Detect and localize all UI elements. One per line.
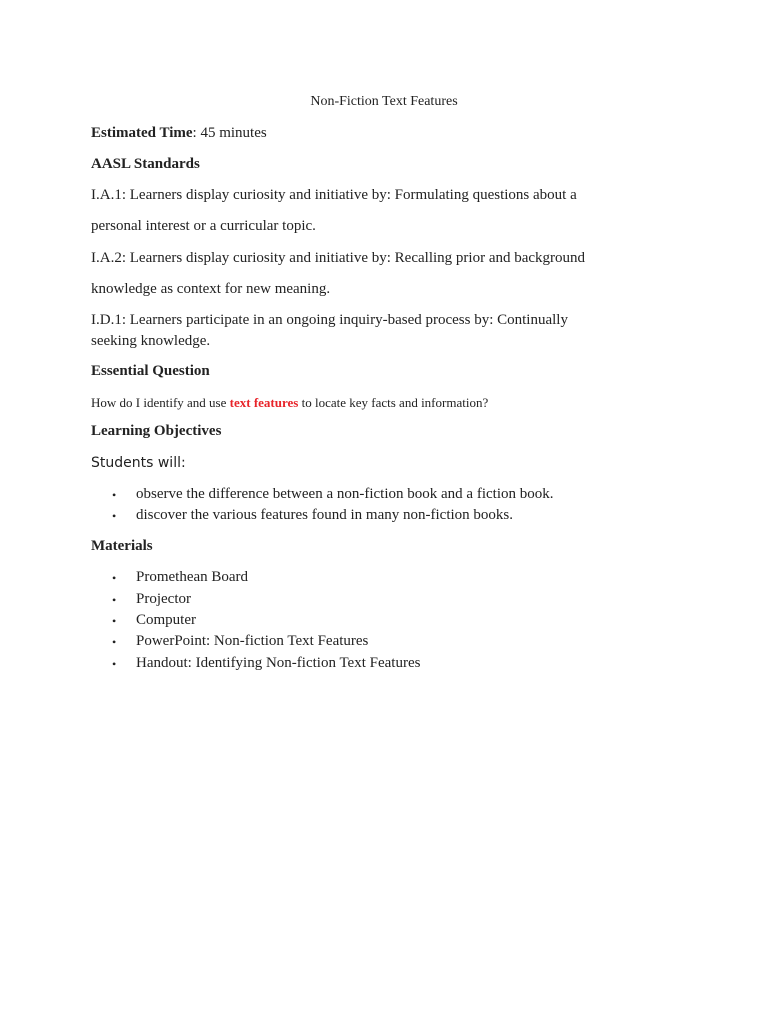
aasl-standards-heading: AASL Standards xyxy=(91,156,200,172)
learning-objectives-heading: Learning Objectives xyxy=(91,423,222,439)
objective-bullet: • xyxy=(112,488,117,502)
material-item: Handout: Identifying Non-fiction Text Features xyxy=(136,655,421,671)
material-item: Promethean Board xyxy=(136,569,249,585)
standard-ia2-line1: I.A.2: Learners display curiosity and initiative by: Recalling prior and background xyxy=(91,250,586,266)
material-bullet: • xyxy=(112,593,117,607)
standard-ia1-line1: I.A.1: Learners display curiosity and initiative by: Formulating questions about a xyxy=(91,187,577,203)
materials-heading: Materials xyxy=(91,538,153,554)
students-will-intro: Students will: xyxy=(91,455,186,471)
estimated-time-line xyxy=(91,125,267,142)
material-item: Projector xyxy=(136,591,191,607)
objective-bullet: • xyxy=(112,509,117,523)
objective-item: observe the difference between a non-fiction book and a fiction book. xyxy=(136,486,554,502)
material-bullet: • xyxy=(112,571,117,585)
essential-question-before: How do I identify and use xyxy=(91,395,230,410)
material-item: PowerPoint: Non-fiction Text Features xyxy=(136,633,369,649)
material-item: Computer xyxy=(136,612,196,628)
standard-id1-line2: seeking knowledge. xyxy=(91,333,211,349)
material-bullet: • xyxy=(112,635,117,649)
material-bullet: • xyxy=(112,657,117,671)
standard-id1-line1: I.D.1: Learners participate in an ongoing inquiry-based process by: Continually xyxy=(91,312,568,328)
document-title: Non-Fiction Text Features xyxy=(310,94,458,109)
standard-ia2-line2: knowledge as context for new meaning. xyxy=(91,281,331,297)
standard-ia1-line2: personal interest or a curricular topic. xyxy=(91,218,316,234)
essential-question-after: to locate key facts and information? xyxy=(298,395,489,410)
estimated-time-value: : 45 minutes xyxy=(192,125,267,141)
estimated-time-label: Estimated Time xyxy=(91,125,193,141)
objective-item: discover the various features found in many non-fiction books. xyxy=(136,507,513,523)
material-bullet: • xyxy=(112,614,117,628)
essential-question-heading: Essential Question xyxy=(91,363,210,379)
essential-question-text xyxy=(91,395,488,411)
essential-question-highlight: text features xyxy=(229,395,299,410)
